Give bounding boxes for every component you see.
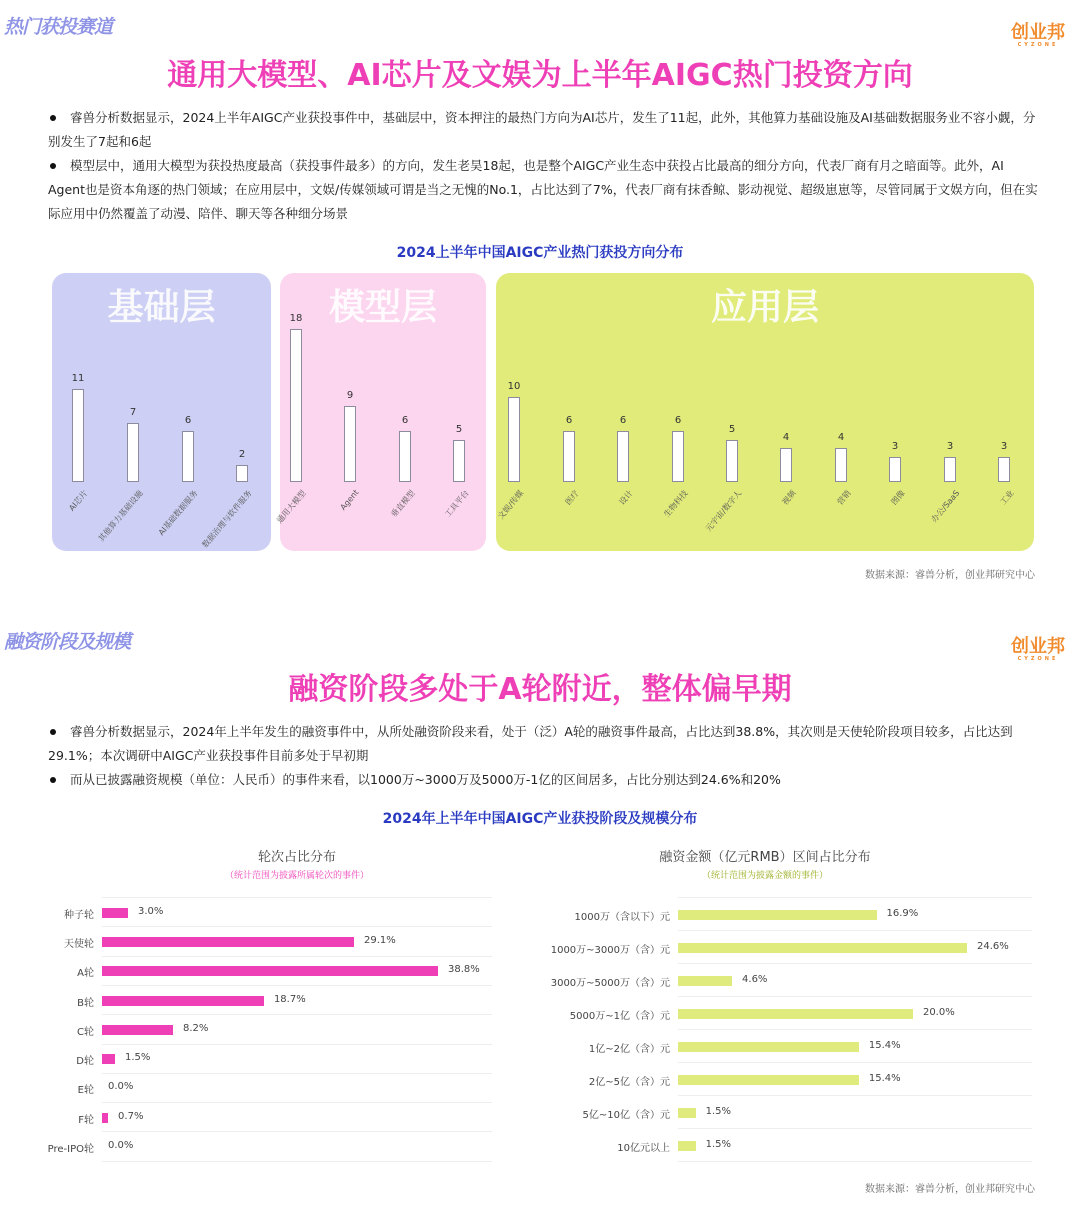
bar-value: 15.4%: [868, 1039, 901, 1051]
amount-chart-subtitle: （统计范围为披露金额的事件）: [701, 871, 828, 881]
bar: [726, 440, 738, 483]
bar-value: 10: [507, 381, 521, 392]
row-label: 1亿~2亿（含）元: [588, 1043, 670, 1055]
logo-subtext: CYZONE: [1017, 656, 1059, 662]
bar-value: 5: [455, 423, 463, 435]
gridline: [102, 1161, 492, 1162]
row-label: 10亿元以上: [617, 1142, 670, 1154]
bar-value: 0.0%: [108, 1081, 134, 1093]
row-label: B轮: [77, 997, 94, 1009]
bar-value: 3.0%: [137, 905, 164, 917]
bar-category-label: 生物科技: [662, 488, 690, 519]
amount-chart-header: [600, 846, 930, 881]
bar-value: 4: [837, 432, 845, 443]
panel-title: 应用层: [710, 287, 819, 328]
chart-row: [588, 1029, 1032, 1063]
bar: [678, 1042, 859, 1052]
bar-value: 6: [184, 415, 192, 426]
cyzone-logo: [1008, 24, 1068, 48]
chart-row: [77, 1014, 492, 1044]
bar-category-label: 设计: [617, 488, 635, 507]
chart-title-hot-directions: 2024上半年中国AIGC产业热门获投方向分布: [396, 245, 684, 261]
chart-row: [77, 956, 492, 986]
bar: [678, 1075, 859, 1085]
panel-application-layer: [496, 273, 1034, 551]
bullet-dot-icon: [50, 729, 56, 735]
bar-category-label: 办公/SaaS: [929, 488, 962, 525]
headline-hot-directions: 通用大模型、AI芯片及文娱为上半年AIGC热门投资方向: [167, 58, 913, 93]
bar: [399, 431, 411, 482]
bar-value: 38.8%: [448, 964, 480, 976]
headline-financing-stage: 融资阶段多处于A轮附近，整体偏早期: [288, 672, 792, 707]
bullet-item: 睿兽分析数据显示，2024上半年AIGC产业获投事件中，基础层中，资本押注的最热门方向为AI芯片，发生了11起，此外，其他算力基础设施及AI基础数据服务业不容小觑，分别发生了7起和6起: [48, 110, 1036, 149]
bar: [617, 431, 629, 482]
bar: [236, 465, 248, 482]
row-label: Pre-IPO轮: [47, 1144, 94, 1156]
row-label: 5000万~1亿（含）元: [569, 1010, 670, 1022]
bar-value: 5: [728, 423, 736, 435]
bar-value: 18.7%: [273, 993, 306, 1005]
row-label: 1000万~3000万（含）元: [550, 944, 670, 956]
amount-bar-chart: [550, 897, 1032, 1161]
bar-category-label: 通用大模型: [275, 488, 308, 526]
bullet-item: 而从已披露融资规模（单位：人民币）的事件来看，以1000万~3000万及5000万-1亿的区间居多，占比分别达到24.6%和20%: [48, 768, 1038, 792]
bullet-dot-icon: [50, 163, 56, 169]
chart-row: [77, 1073, 492, 1103]
logo-subtext: CYZONE: [1017, 42, 1059, 48]
bar: [102, 996, 264, 1006]
bar-value: 7: [129, 406, 137, 418]
bar-category-label: 图像: [889, 488, 907, 507]
bar: [678, 1108, 696, 1118]
bar-category-label: 工业: [998, 488, 1016, 507]
panel-title: 基础层: [107, 287, 216, 328]
bar: [102, 937, 354, 947]
bar: [102, 1025, 173, 1035]
bar: [290, 329, 302, 482]
bar: [678, 976, 732, 986]
row-label: C轮: [77, 1026, 94, 1038]
chart-row: [64, 897, 492, 927]
bar: [344, 406, 356, 483]
round-chart-title: 轮次占比分布: [257, 850, 336, 865]
bullet-item: 睿兽分析数据显示，2024年上半年发生的融资事件中，从所处融资阶段来看，处于（泛）A轮的融资事件最高，占比达到38.8%，其次则是天使轮阶段项目较多，占比达到29.1%；本次调研中AIGC产业获投事件目前多处于早初期: [48, 724, 1013, 763]
bar-category-label: 视频: [780, 488, 798, 507]
bar: [678, 910, 877, 920]
bullet-dot-icon: [50, 777, 56, 783]
bullet-item: 模型层中，通用大模型为获投热度最高（获投事件最多）的方向，发生老昊18起，也是整个AIGC产业生态中获投占比最高的细分方向，代表厂商有月之暗面等。此外，AI Agent也是资本角逐的热门领域；在应用层中，文娱/传媒领域可谓是当之无愧的No.1，占比达到了7%，代表厂商有抹香鲸、影动视觉、超级崽崽等，尽管同属于文娱方向，但在实际应用中仍然覆盖了动漫、陪伴、聊天等各种细分场景: [48, 158, 1038, 221]
bar-value: 1.5%: [705, 1138, 732, 1150]
bar-category-label: 数据治理与软件服务: [200, 488, 254, 550]
bar: [889, 457, 901, 483]
bar-value: 24.6%: [977, 940, 1009, 952]
bar-value: 4: [782, 432, 790, 443]
bar: [127, 423, 139, 483]
bar: [835, 448, 847, 482]
bar-value: 20.0%: [922, 1006, 955, 1018]
row-label: 1000万（含以下）元: [574, 911, 670, 923]
panel-title: 模型层: [328, 287, 437, 328]
bar-value: 2: [238, 449, 246, 460]
bar-value: 9: [346, 389, 354, 401]
bar: [72, 389, 84, 483]
logo-text: 创业邦: [1011, 636, 1065, 657]
round-chart-subtitle: （统计范围为披露所属轮次的事件）: [224, 871, 369, 881]
bar: [780, 448, 792, 482]
bar: [563, 431, 575, 482]
chart-row: [64, 926, 492, 956]
bar-value: 8.2%: [183, 1022, 209, 1034]
chart-row: [574, 897, 1032, 931]
bar-value: 29.1%: [364, 934, 396, 946]
cyzone-logo: [1008, 638, 1068, 662]
bar-category-label: 营销: [835, 488, 853, 507]
data-source-note: 数据来源：睿兽分析，创业邦研究中心: [865, 1184, 1035, 1195]
chart-row: [588, 1062, 1032, 1096]
bar-category-label: 医疗: [563, 488, 581, 507]
round-chart-header: [102, 846, 492, 881]
chart-row: [617, 1128, 1032, 1162]
bar-value: 6: [565, 415, 573, 426]
bullets-section1: [48, 106, 1038, 226]
bar-value: 6: [401, 415, 409, 426]
data-source-note: 数据来源：睿兽分析，创业邦研究中心: [865, 570, 1035, 581]
round-bar-chart: [47, 897, 492, 1161]
row-label: 2亿~5亿（含）元: [588, 1076, 670, 1088]
bar-value: 18: [289, 313, 303, 324]
bar-value: 6: [619, 415, 627, 426]
bar: [944, 457, 956, 483]
bar: [453, 440, 465, 483]
bar: [508, 397, 520, 482]
row-label: F轮: [78, 1114, 94, 1126]
bar: [102, 1054, 115, 1064]
bar-value: 16.9%: [886, 907, 919, 919]
row-label: D轮: [76, 1056, 94, 1068]
bar-value: 3: [946, 440, 954, 452]
bar-value: 3: [1000, 440, 1008, 452]
logo-text: 创业邦: [1011, 22, 1065, 43]
bar-value: 1.5%: [124, 1052, 151, 1064]
bar-category-label: 元宇宙/数字人: [704, 488, 744, 534]
bar-value: 15.4%: [868, 1072, 901, 1084]
chart-title-stage-scale: 2024年上半年中国AIGC产业获投阶段及规模分布: [382, 811, 698, 827]
bar: [672, 431, 684, 482]
bar-category-label: 文娱/传媒: [496, 488, 526, 522]
chart-row: [47, 1131, 492, 1161]
bar-value: 4.6%: [742, 973, 768, 985]
bar-category-label: 垂直模型: [389, 488, 417, 519]
chart-row: [76, 1044, 492, 1074]
bar: [678, 943, 967, 953]
gridline: [678, 1161, 1032, 1162]
bar-category-label: 工具平台: [443, 488, 471, 519]
bar-value: 0.0%: [108, 1140, 134, 1152]
bullets-section2: [48, 720, 1038, 792]
row-label: E轮: [77, 1085, 94, 1097]
amount-chart-title: 融资金额（亿元RMB）区间占比分布: [659, 850, 871, 865]
row-label: 3000万~5000万（含）元: [550, 977, 670, 989]
bar: [998, 457, 1010, 483]
bar-value: 3: [891, 440, 899, 452]
chart-row: [550, 963, 1032, 997]
bullet-dot-icon: [50, 115, 56, 121]
bar-category-label: 其他算力基础设施: [96, 488, 145, 544]
bar: [102, 966, 438, 976]
bar: [678, 1141, 696, 1151]
bar-value: 0.7%: [118, 1110, 144, 1122]
chart-row: [582, 1095, 1032, 1129]
row-label: A轮: [77, 968, 94, 980]
section-tag-hot-tracks: 热门获投赛道: [4, 16, 113, 38]
chart-row: [569, 996, 1032, 1030]
bar-value: 1.5%: [705, 1105, 732, 1117]
bar: [102, 908, 128, 918]
section-tag-financing-stage: 融资阶段及规模: [4, 631, 131, 653]
chart-row: [550, 930, 1032, 964]
row-label: 种子轮: [64, 909, 94, 921]
bar: [678, 1009, 913, 1019]
chart-row: [77, 985, 492, 1015]
bar-value: 11: [71, 372, 85, 384]
bar-category-label: Agent: [338, 488, 361, 512]
bar: [102, 1113, 108, 1123]
bar-value: 6: [674, 415, 682, 426]
row-label: 天使轮: [64, 938, 94, 950]
bar-category-label: AI芯片: [67, 488, 90, 513]
bar: [182, 431, 194, 482]
row-label: 5亿~10亿（含）元: [582, 1109, 670, 1121]
bar-category-label: AI基础数据服务: [156, 488, 200, 538]
chart-row: [78, 1102, 492, 1132]
